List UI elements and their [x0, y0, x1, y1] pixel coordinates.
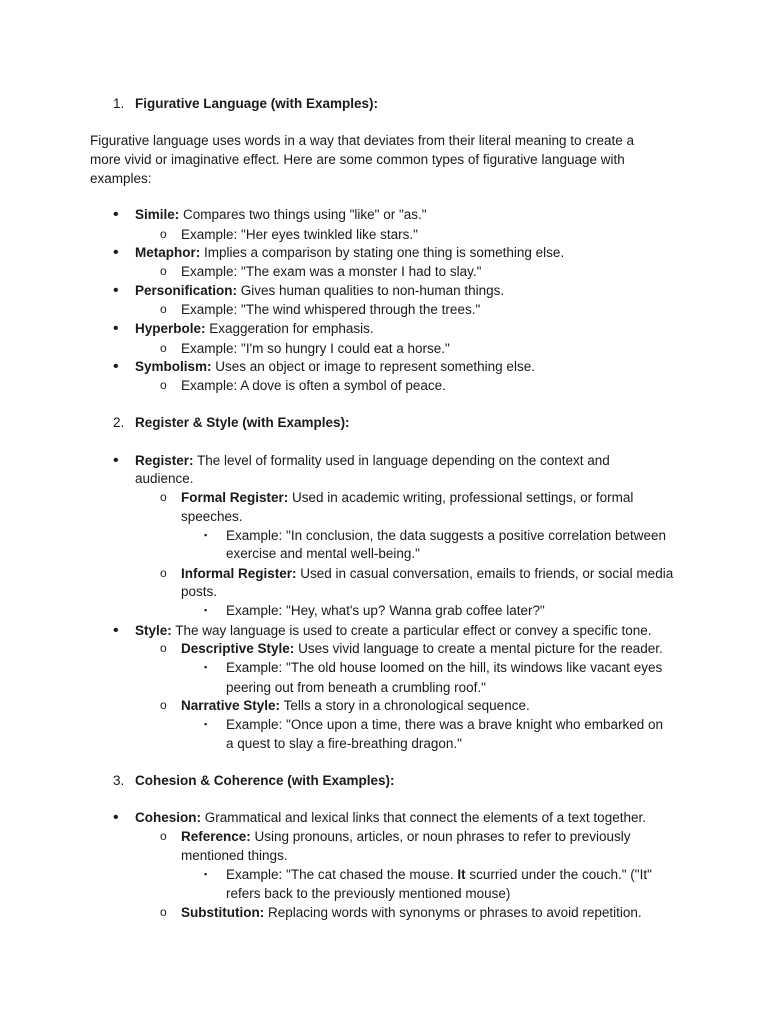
- definition: posts.: [181, 584, 218, 599]
- section-number: 1.: [113, 96, 125, 111]
- intro-line: examples:: [90, 171, 152, 186]
- circle-bullet-icon: o: [160, 227, 167, 241]
- example: a quest to slay a fire-breathing dragon.": [226, 736, 462, 751]
- intro-line: Figurative language uses words in a way that deviates from their literal meaning to create a: [90, 133, 635, 148]
- square-bullet-icon: ▪: [204, 605, 208, 615]
- definition: Replacing words with synonyms or phrases to avoid repetition.: [264, 905, 642, 920]
- list-item: [135, 357, 535, 376]
- list-item: [181, 827, 630, 846]
- definition: Tells a story in a chronological sequence.: [280, 698, 530, 713]
- circle-bullet-icon: o: [160, 829, 167, 843]
- circle-bullet-icon: o: [160, 264, 167, 278]
- list-item: [181, 903, 642, 922]
- list-item: [135, 808, 646, 827]
- example-part: scurried under the couch." ("It": [465, 867, 652, 882]
- list-item: [135, 621, 652, 640]
- definition: Used in academic writing, professional settings, or formal: [288, 490, 634, 505]
- section-number: 2.: [113, 415, 125, 430]
- bullet-icon: •: [113, 622, 119, 639]
- example: Example: "Her eyes twinkled like stars.": [181, 227, 418, 242]
- definition: Gives human qualities to non-human things.: [237, 283, 505, 298]
- term: Simile:: [135, 207, 180, 222]
- example-part: Example: "The cat chased the mouse.: [226, 867, 458, 882]
- section-heading: Register & Style (with Examples):: [135, 415, 350, 430]
- definition: speeches.: [181, 509, 243, 524]
- term: Hyperbole:: [135, 321, 206, 336]
- example: Example: "The wind whispered through the trees.": [181, 302, 481, 317]
- definition: Exaggeration for emphasis.: [205, 321, 374, 336]
- circle-bullet-icon: o: [160, 905, 167, 919]
- definition: Using pronouns, articles, or noun phrases to refer to previously: [250, 829, 631, 844]
- term: Register:: [135, 453, 194, 468]
- list-item: [135, 243, 564, 262]
- bullet-icon: •: [113, 282, 119, 299]
- definition: Uses vivid language to create a mental picture for the reader.: [294, 641, 663, 656]
- example: Example: "Once upon a time, there was a brave knight who embarked on: [226, 717, 664, 732]
- circle-bullet-icon: o: [160, 698, 167, 712]
- term: Reference:: [181, 829, 251, 844]
- circle-bullet-icon: o: [160, 566, 167, 580]
- definition: Implies a comparison by stating one thing is something else.: [200, 245, 565, 260]
- list-item: [135, 319, 374, 338]
- circle-bullet-icon: o: [160, 490, 167, 504]
- circle-bullet-icon: o: [160, 378, 167, 392]
- term: Narrative Style:: [181, 698, 281, 713]
- section-number: 3.: [113, 773, 125, 788]
- example: [226, 865, 652, 884]
- definition: mentioned things.: [181, 848, 288, 863]
- bullet-icon: •: [113, 206, 119, 223]
- example: Example: A dove is often a symbol of peace.: [181, 378, 446, 393]
- term: Descriptive Style:: [181, 641, 295, 656]
- bullet-icon: •: [113, 358, 119, 375]
- example: Example: "In conclusion, the data suggests a positive correlation between: [226, 528, 667, 543]
- definition: Compares two things using "like" or "as.": [179, 207, 427, 222]
- circle-bullet-icon: o: [160, 341, 167, 355]
- definition: Uses an object or image to represent something else.: [211, 359, 535, 374]
- section-heading: Figurative Language (with Examples):: [135, 96, 379, 111]
- list-item: [135, 451, 610, 470]
- bullet-icon: •: [113, 452, 119, 469]
- term: Style:: [135, 623, 172, 638]
- list-item: [181, 564, 673, 583]
- square-bullet-icon: ▪: [204, 662, 208, 672]
- term: Formal Register:: [181, 490, 289, 505]
- list-item: [135, 205, 427, 224]
- example: refers back to the previously mentioned mouse): [226, 886, 511, 901]
- list-item: [181, 696, 530, 715]
- definition: audience.: [135, 471, 194, 486]
- circle-bullet-icon: o: [160, 302, 167, 316]
- list-item: [135, 281, 504, 300]
- example: Example: "The exam was a monster I had to slay.": [181, 264, 482, 279]
- bullet-icon: •: [113, 320, 119, 337]
- square-bullet-icon: ▪: [204, 719, 208, 729]
- definition: The way language is used to create a particular effect or convey a specific tone.: [171, 623, 652, 638]
- example: peering out from beneath a crumbling roof.": [226, 680, 486, 695]
- example-emphasis: It: [457, 867, 466, 882]
- example: Example: "Hey, what's up? Wanna grab coffee later?": [226, 603, 545, 618]
- example: Example: "I'm so hungry I could eat a horse.": [181, 341, 450, 356]
- circle-bullet-icon: o: [160, 641, 167, 655]
- example: Example: "The old house loomed on the hill, its windows like vacant eyes: [226, 660, 663, 675]
- term: Symbolism:: [135, 359, 212, 374]
- bullet-icon: •: [113, 244, 119, 261]
- example: exercise and mental well-being.": [226, 546, 420, 561]
- term: Personification:: [135, 283, 238, 298]
- term: Metaphor:: [135, 245, 201, 260]
- definition: Used in casual conversation, emails to friends, or social media: [296, 566, 674, 581]
- square-bullet-icon: ▪: [204, 530, 208, 540]
- term: Substitution:: [181, 905, 265, 920]
- section-heading: Cohesion & Coherence (with Examples):: [135, 773, 395, 788]
- bullet-icon: •: [113, 809, 119, 826]
- term: Cohesion:: [135, 810, 201, 825]
- list-item: [181, 488, 633, 507]
- intro-line: more vivid or imaginative effect. Here are some common types of figurative language with: [90, 152, 625, 167]
- square-bullet-icon: ▪: [204, 869, 208, 879]
- list-item: [181, 639, 663, 658]
- term: Informal Register:: [181, 566, 297, 581]
- definition: Grammatical and lexical links that connect the elements of a text together.: [201, 810, 646, 825]
- definition: The level of formality used in language depending on the context and: [193, 453, 610, 468]
